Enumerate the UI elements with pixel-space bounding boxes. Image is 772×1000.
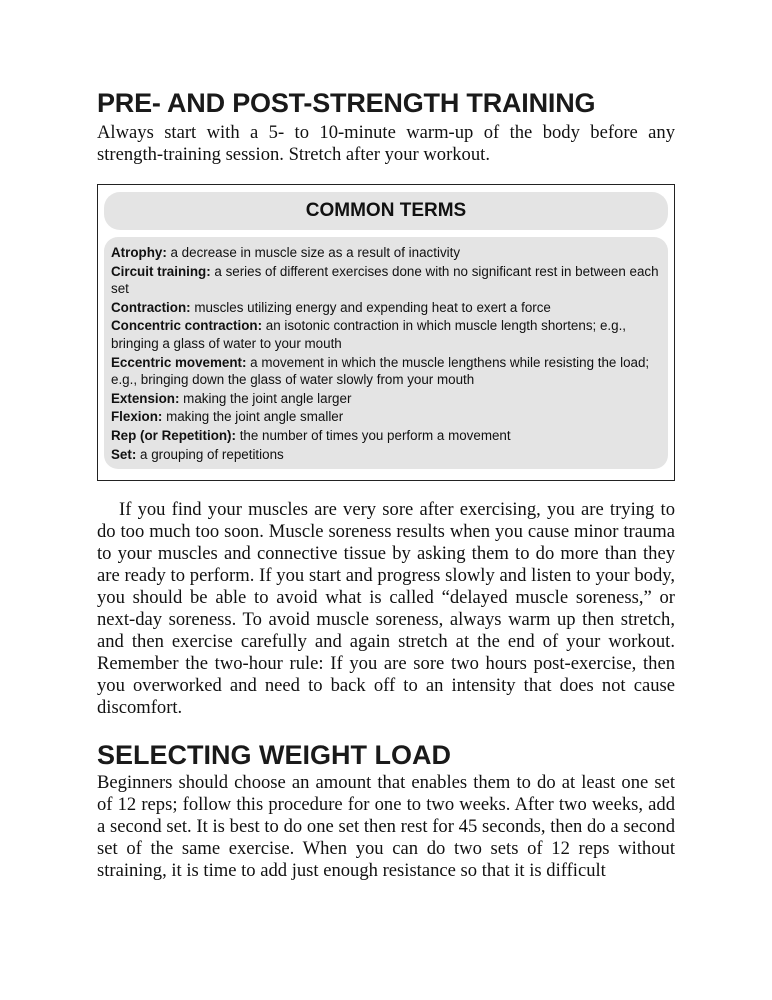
term-item: [111, 244, 660, 262]
term-item: [111, 263, 660, 298]
term-name: Concentric contraction:: [111, 318, 263, 334]
term-item: [111, 408, 660, 426]
weight-load-paragraph: Beginners should choose an amount that enables them to do at least one set of 12 reps; follow this procedure for one to two weeks. After two weeks, add a second set. It is best to do one set then rest for 45 seconds, then do a second set of the same exercise. When you can do two sets of 12 reps without straining, it is time to add just enough resistance so that it is difficult: [97, 772, 675, 881]
term-name: Circuit training:: [111, 263, 211, 279]
term-definition: the number of times you perform a movement: [235, 427, 511, 443]
section-heading-selecting-weight-load: SELECTING WEIGHT LOAD: [97, 740, 451, 770]
term-definition: a movement in which the muscle lengthens while resisting the load; e.g., bringing down the glass of water slowly from your mouth: [111, 354, 650, 388]
term-item: [111, 427, 660, 445]
term-item: [111, 299, 660, 317]
term-item: [111, 390, 660, 408]
term-name: Contraction:: [111, 299, 191, 315]
term-name: Eccentric movement:: [111, 354, 247, 370]
term-definition: a series of different exercises done with no significant rest in between each set: [111, 263, 659, 297]
common-terms-box: [97, 184, 675, 481]
term-name: Flexion:: [111, 409, 163, 425]
term-definition: an isotonic contraction in which muscle length shortens; e.g., bringing a glass of water to your mouth: [111, 318, 627, 351]
term-definition: making the joint angle smaller: [162, 409, 344, 425]
intro-paragraph: Always start with a 5- to 10-minute warm-up of the body before any strength-training session. Stretch after your workout.: [97, 122, 675, 165]
term-definition: a grouping of repetitions: [136, 446, 284, 462]
term-name: Set:: [111, 446, 137, 462]
term-item: [111, 446, 660, 464]
term-item: [111, 317, 660, 352]
term-definition: a decrease in muscle size as a result of inactivity: [166, 245, 461, 260]
term-name: Atrophy:: [111, 245, 167, 260]
term-name: Rep (or Repetition):: [111, 427, 236, 443]
section-heading-pre-post-strength-training: PRE- AND POST-STRENGTH TRAINING: [97, 88, 596, 118]
term-definition: muscles utilizing energy and expending heat to exert a force: [190, 299, 551, 315]
common-terms-title: COMMON TERMS: [104, 192, 668, 230]
common-terms-list: [104, 237, 668, 469]
term-item: [111, 354, 660, 389]
term-name: Extension:: [111, 390, 180, 406]
term-definition: making the joint angle larger: [179, 390, 352, 406]
muscle-soreness-paragraph: If you find your muscles are very sore after exercising, you are trying to do too much too soon. Muscle soreness results when you cause minor trauma to your muscles and connective tissue by asking them to do more than they are ready to perform. If you start and progress slowly and listen to your body, you should be able to avoid what is called “delayed muscle soreness,” or next-day soreness. To avoid muscle soreness, always warm up then stretch, and then exercise carefully and again stretch at the end of your workout. Remember the two-hour rule: If you are sore two hours post-exercise, then you overworked and need to back off to an intensity that does not cause discomfort.: [97, 499, 675, 718]
